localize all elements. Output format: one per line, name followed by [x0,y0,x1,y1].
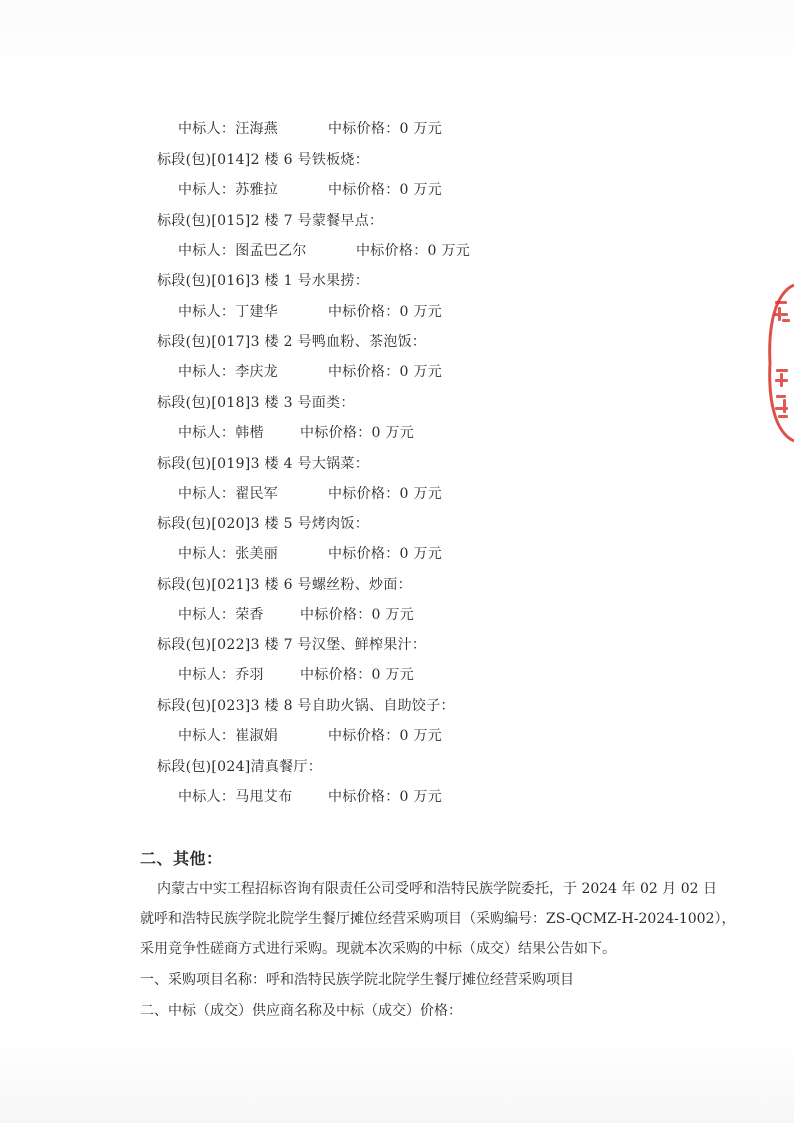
price-group [328,303,442,321]
price-value: 0 万元 [399,121,443,137]
price-value: 0 万元 [399,182,443,198]
winner-label: 中标人： [178,728,236,744]
winner-label: 中标人： [178,546,236,562]
segment-title: 标段(包)[019]3 楼 4 号大锅菜： [157,456,370,472]
price-label: 中标价格： [328,546,400,562]
winner-label: 中标人： [178,789,236,805]
segment-title: 标段(包)[017]3 楼 2 号鸭血粉、茶泡饭： [157,334,427,350]
paragraph-line: 采用竞争性磋商方式进行采购。现就本次采购的中标（成交）结果公告如下。 [140,941,616,957]
price-group [328,788,442,806]
price-group [300,424,414,442]
winner-line [178,606,415,624]
winner-line [178,181,443,199]
winner-line [178,424,415,442]
winner-name: 崔淑娟 [235,728,279,744]
winner-name: 荣香 [235,607,264,623]
winner-label: 中标人： [178,607,236,623]
price-group [328,727,442,745]
paragraph-line: 内蒙古中实工程招标咨询有限责任公司受呼和浩特民族学院委托，于 2024 年 02 月 02 日 [157,881,717,897]
winner-name: 韩楷 [235,425,264,441]
price-value: 0 万元 [371,607,415,623]
segment-title: 标段(包)[018]3 楼 3 号面类： [157,395,355,411]
winner-line [178,727,443,745]
price-group [328,363,442,381]
price-value: 0 万元 [399,789,443,805]
winner-label: 中标人： [178,667,236,683]
supplier-heading-line: 二、中标（成交）供应商名称及中标（成交）价格： [140,1003,462,1019]
price-label: 中标价格： [328,182,400,198]
winner-name: 翟民军 [235,486,279,502]
project-name-line: 一、采购项目名称：呼和浩特民族学院北院学生餐厅摊位经营采购项目 [140,972,574,988]
winner-line [178,545,443,563]
winner-line [178,242,471,260]
winner-line [178,485,443,503]
price-group [328,120,442,138]
price-group [328,485,442,503]
winner-label: 中标人： [178,304,236,320]
winner-label: 中标人： [178,121,236,137]
winner-label: 中标人： [178,425,236,441]
seal-stamp [766,283,794,443]
price-label: 中标价格： [300,425,372,441]
price-value: 0 万元 [371,425,415,441]
price-group [300,666,414,684]
winner-name: 汪海燕 [235,121,279,137]
price-label: 中标价格： [328,789,400,805]
price-value: 0 万元 [399,486,443,502]
price-group [300,606,414,624]
price-group [328,545,442,563]
segment-title: 标段(包)[015]2 楼 7 号蒙餐早点： [157,213,384,229]
segment-title: 标段(包)[020]3 楼 5 号烤肉饭： [157,516,370,532]
winner-name: 乔羽 [235,667,264,683]
winner-label: 中标人： [178,364,236,380]
winner-label: 中标人： [178,243,236,259]
segment-title: 标段(包)[014]2 楼 6 号铁板烧： [157,152,370,168]
winner-name: 图孟巴乙尔 [235,243,307,259]
price-label: 中标价格： [300,607,372,623]
winner-label: 中标人： [178,486,236,502]
segment-title: 标段(包)[023]3 楼 8 号自助火锅、自助饺子： [157,698,455,714]
winner-name: 丁建华 [235,304,279,320]
winner-line [178,363,443,381]
winner-label: 中标人： [178,182,236,198]
segment-title: 标段(包)[024]清真餐厅： [157,759,323,775]
winner-line [178,303,443,321]
winner-line [178,666,415,684]
price-label: 中标价格： [328,121,400,137]
price-value: 0 万元 [399,304,443,320]
price-value: 0 万元 [399,364,443,380]
price-group [356,242,470,260]
winner-name: 李庆龙 [235,364,279,380]
price-label: 中标价格： [328,728,400,744]
price-value: 0 万元 [399,728,443,744]
segment-title: 标段(包)[022]3 楼 7 号汉堡、鲜榨果汁： [157,637,427,653]
segment-title: 标段(包)[021]3 楼 6 号螺丝粉、炒面： [157,577,412,593]
winner-name: 苏雅拉 [235,182,279,198]
section-title-other: 二、其他： [140,849,223,868]
winner-line [178,788,443,806]
price-label: 中标价格： [356,243,428,259]
price-label: 中标价格： [300,667,372,683]
price-value: 0 万元 [399,546,443,562]
price-value: 0 万元 [427,243,471,259]
price-label: 中标价格： [328,486,400,502]
winner-line [178,120,443,138]
paragraph-line: 就呼和浩特民族学院北院学生餐厅摊位经营采购项目（采购编号：ZS-QCMZ-H-2024-1002）， [140,911,736,927]
winner-name: 马甩艾布 [235,789,293,805]
segment-title: 标段(包)[016]3 楼 1 号水果捞： [157,273,370,289]
price-value: 0 万元 [371,667,415,683]
price-label: 中标价格： [328,304,400,320]
price-group [328,181,442,199]
seal-stamp-graphic [766,283,794,443]
price-label: 中标价格： [328,364,400,380]
winner-name: 张美丽 [235,546,279,562]
